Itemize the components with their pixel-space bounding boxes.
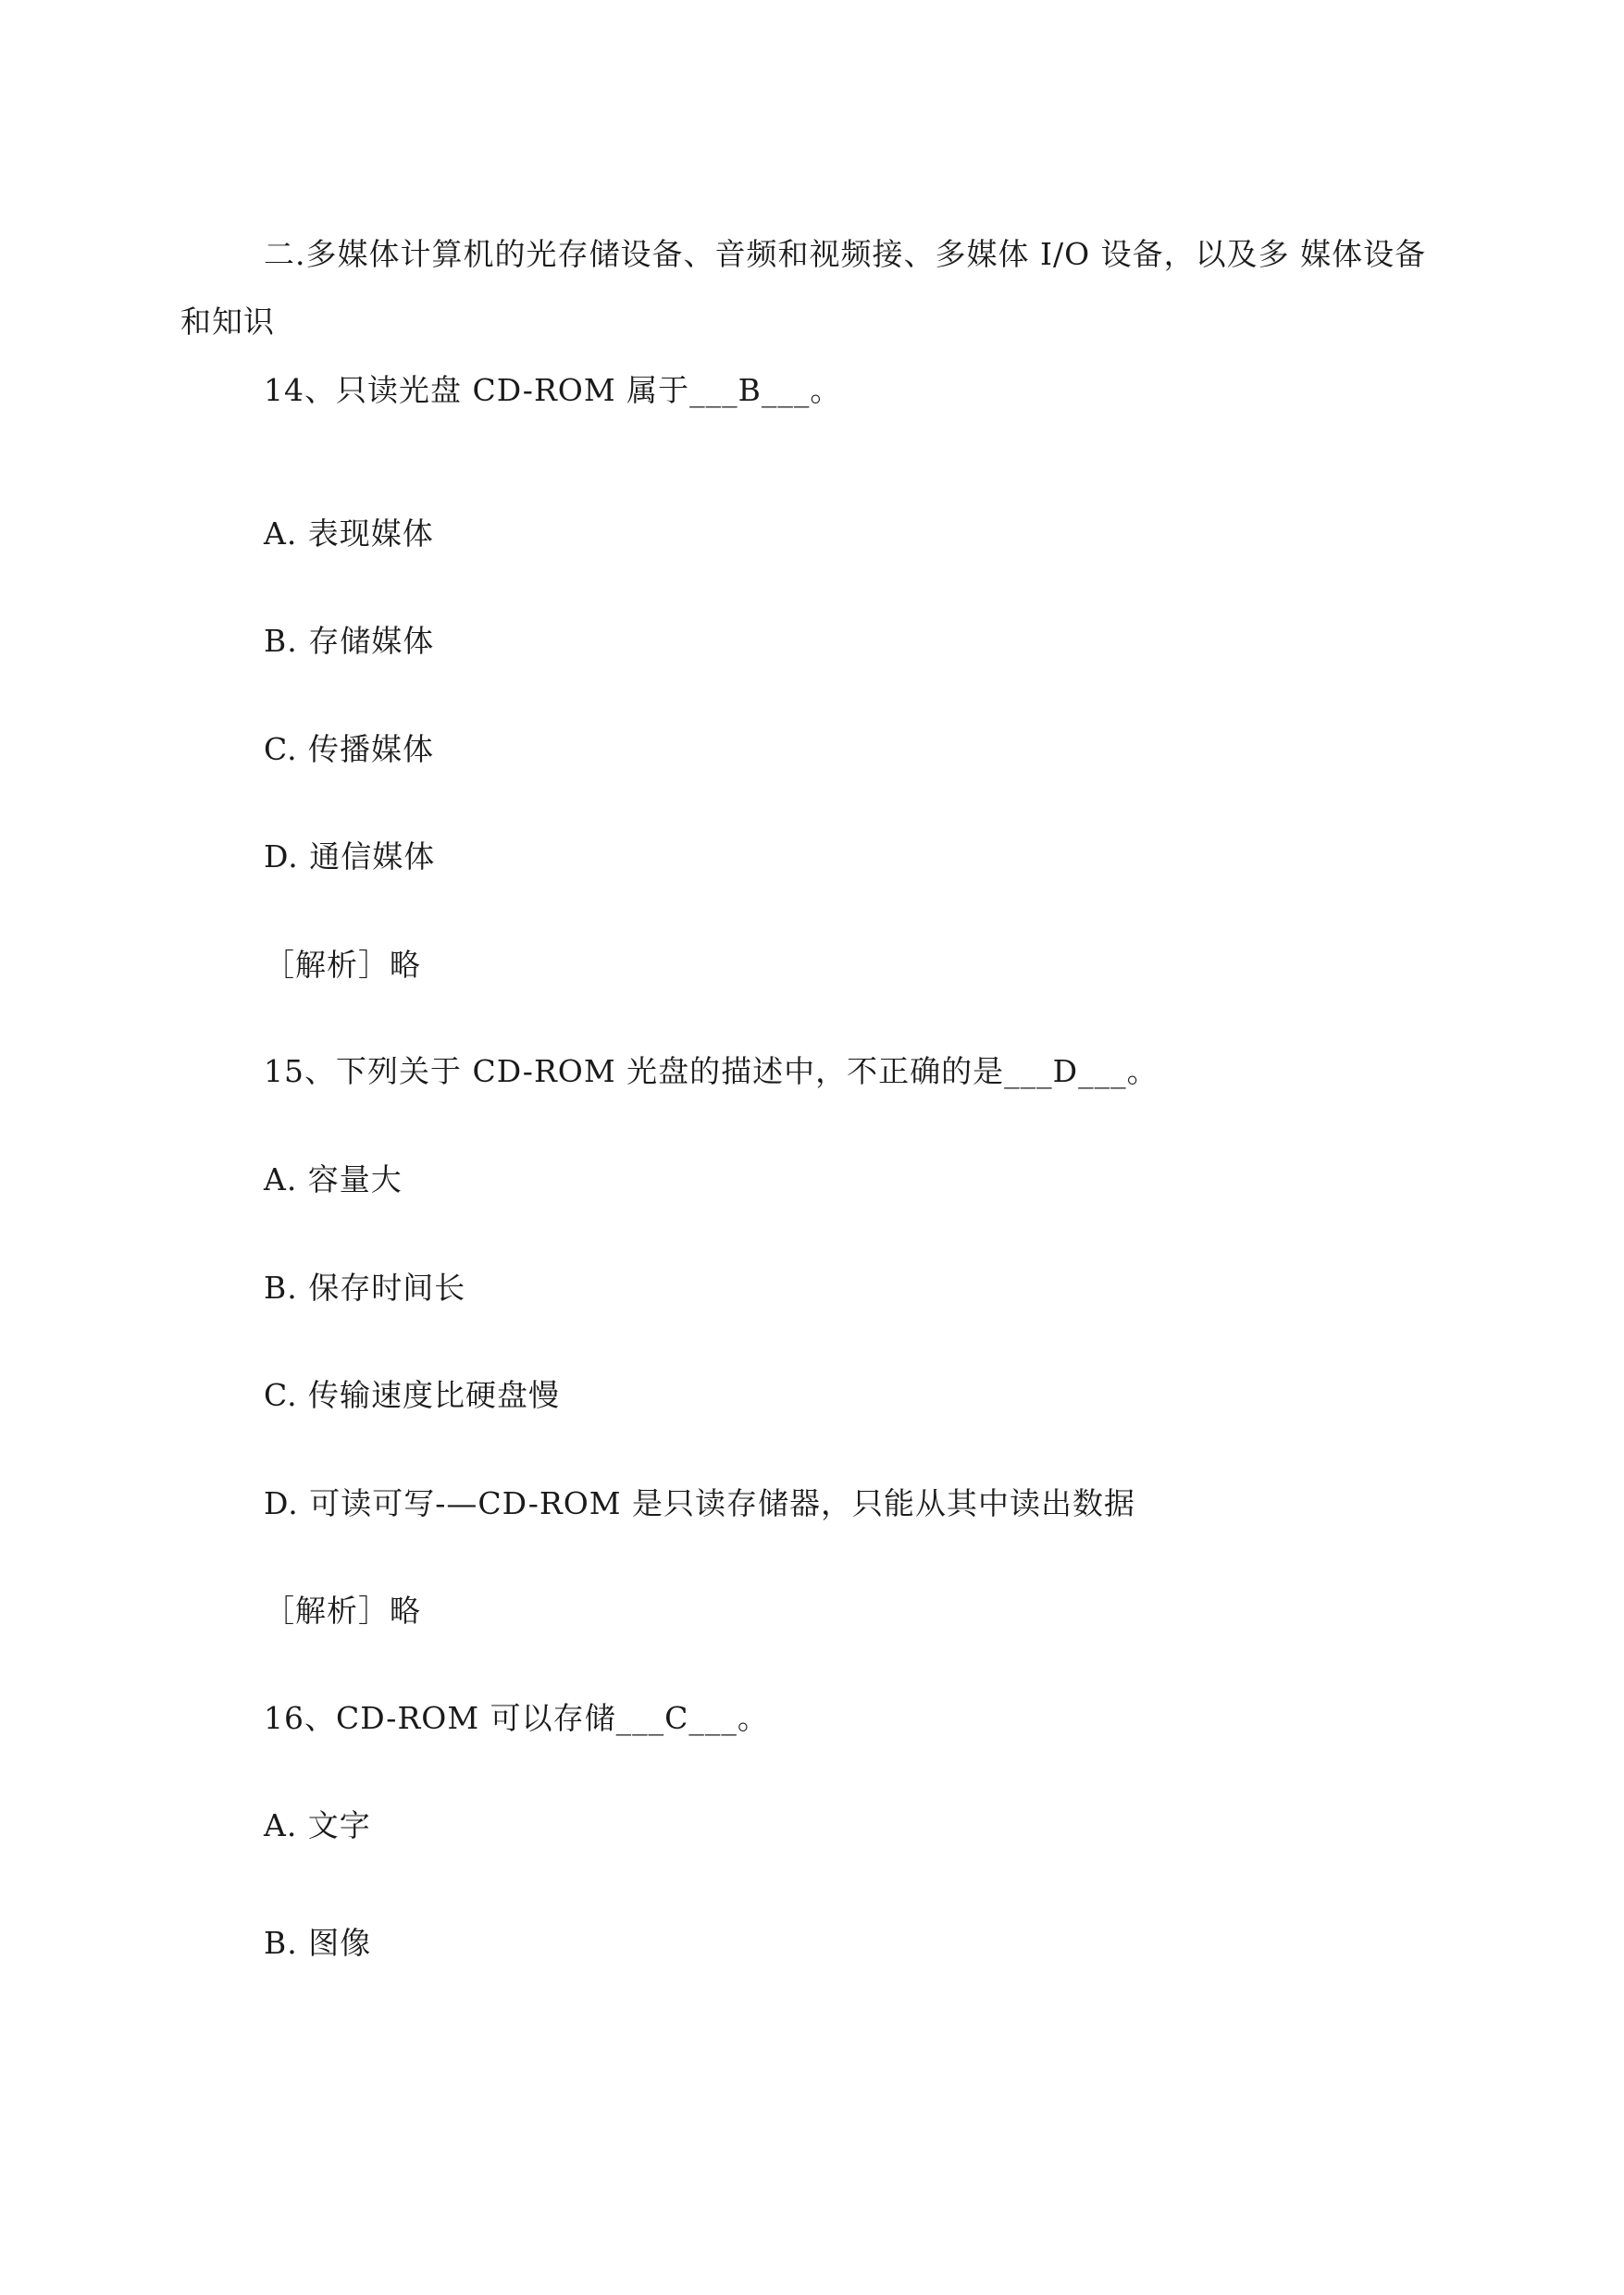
- question-15-option-b: B. 保存时间长: [264, 1270, 466, 1306]
- question-14-option-b: B. 存储媒体: [264, 623, 435, 659]
- question-14-analysis: ［解析］略: [264, 947, 421, 983]
- question-15-analysis: ［解析］略: [264, 1593, 421, 1629]
- question-14-option-c: C. 传播媒体: [264, 731, 435, 767]
- section-heading: 二.多媒体计算机的光存储设备、音频和视频接、多媒体 I/O 设备，以及多 媒体设备和知识: [180, 236, 1427, 340]
- question-15-option-d: D. 可读可写-—CD-ROM 是只读存储器，只能从其中读出数据: [264, 1485, 1136, 1521]
- question-16-option-a: A. 文字: [264, 1807, 371, 1843]
- question-14-stem: 14、只读光盘 CD-ROM 属于___B___。: [264, 372, 842, 408]
- question-16-stem: 16、CD-ROM 可以存储___C___。: [264, 1700, 769, 1736]
- question-14-option-a: A. 表现媒体: [264, 515, 434, 552]
- question-15-option-c: C. 传输速度比硬盘慢: [264, 1377, 561, 1413]
- question-15-option-a: A. 容量大: [264, 1161, 403, 1197]
- question-14-option-d: D. 通信媒体: [264, 838, 436, 875]
- question-15-stem: 15、下列关于 CD-ROM 光盘的描述中，不正确的是___D___。: [264, 1053, 1159, 1089]
- question-16-option-b: B. 图像: [264, 1925, 372, 1961]
